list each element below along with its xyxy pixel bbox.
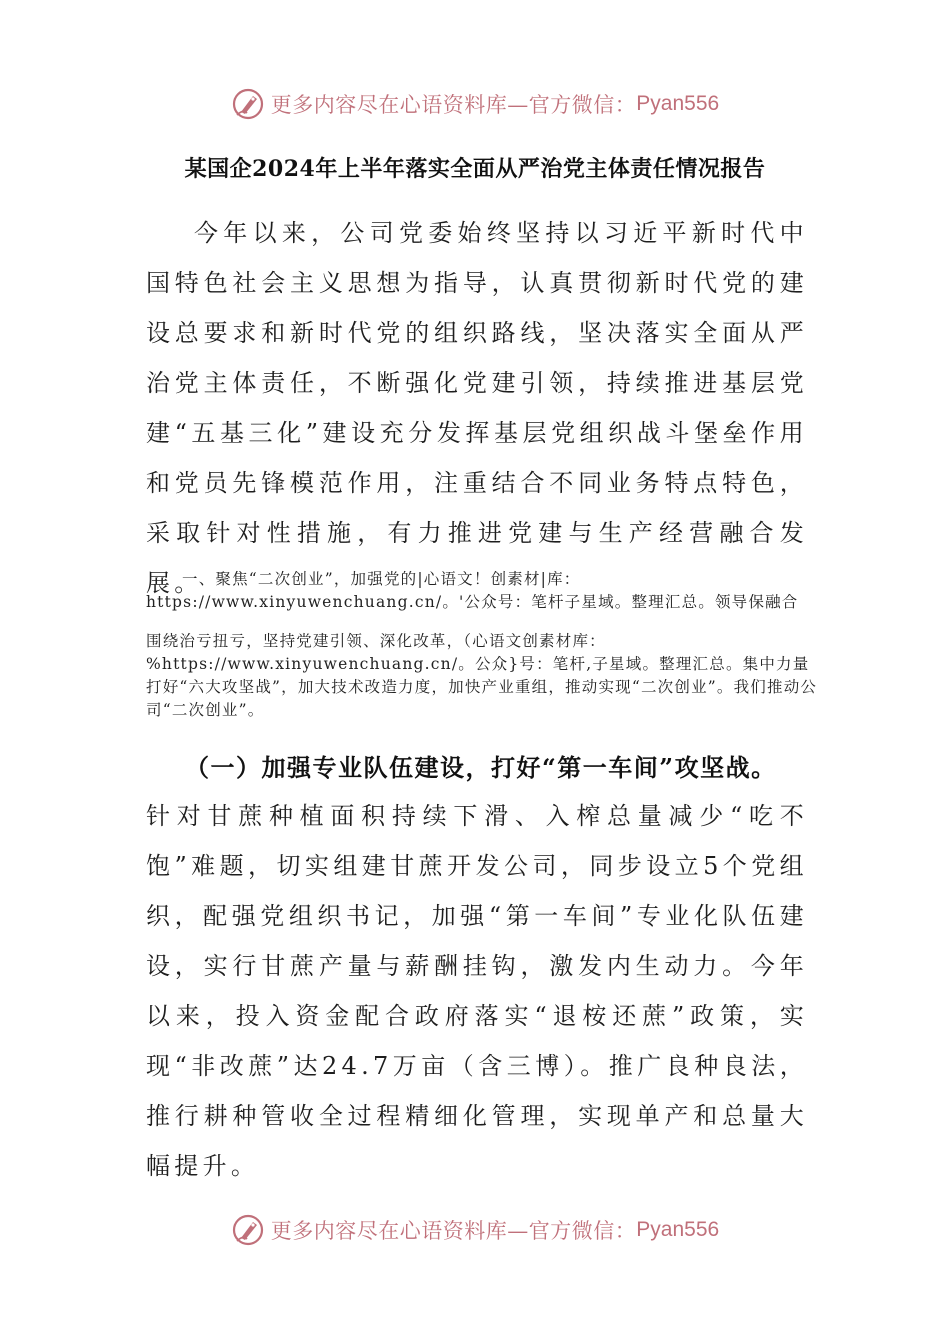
- section-one-heading-line: 一、聚焦“二次创业”，加强党的|心语文！创素材|库：https://www.xinyuwenchuang.cn/。'公众号：笔杆子星域。整理汇总。领导保融合: [146, 570, 799, 611]
- subheading-one: （一）加强专业队伍建设，打好“第一车间”攻坚战。: [185, 753, 777, 782]
- watermark-footer: [0, 1210, 950, 1250]
- body-paragraph: 针对甘蔗种植面积持续下滑、入榨总量减少“吃不饱”难题，切实组建甘蔗开发公司，同步设立5个党组织，配强党组织书记，加强“第一车间”专业化队伍建设，实行甘蔗产量与薪酬挂钩，激发内生动力。今年以来，投入资金配合政府落实“退桉还蔗”政策，实现“非改蔗”达24.7万亩（含三博）。推广良种良法，推行耕种管收全过程精细化管理，实现单产和总量大幅提升。: [146, 802, 808, 1180]
- pen-nib-logo-icon: [231, 87, 265, 121]
- intro-paragraph: 今年以来，公司党委始终坚持以习近平新时代中国特色社会主义思想为指导，认真贯彻新时代党的建设总要求和新时代党的组织路线，坚决落实全面从严治党主体责任，不断强化党建引领，持续推进基层党建“五基三化”建设充分发挥基层党组织战斗堡垒作用和党员先锋模范作用，注重结合不同业务特点特色，采取针对性措施，有力推进党建与生产经营融合发展。: [146, 219, 808, 597]
- watermark-wechat-id: Pyan556: [636, 92, 720, 115]
- watermark-wechat-id: Pyan556: [636, 1218, 720, 1241]
- pen-nib-logo-icon: [231, 1213, 265, 1247]
- watermark-text: 更多内容尽在心语资料库—官方微信：: [270, 93, 637, 117]
- document-title: 某国企2024年上半年落实全面从严治党主体责任情况报告: [184, 156, 766, 182]
- watermark-text: 更多内容尽在心语资料库—官方微信：: [270, 1219, 637, 1243]
- section-one-body: 围绕治亏扭亏，坚持党建引领、深化改革，（心语文创素材库：%https://www.xinyuwenchuang.cn/。公众}号：笔杆,子星域。整理汇总。集中力量打好“六大攻坚战”，加大技术改造力度，加快产业重组，推动实现“二次创业”。我们推动公司“二次创业”。: [146, 632, 818, 719]
- watermark-header: [0, 84, 950, 124]
